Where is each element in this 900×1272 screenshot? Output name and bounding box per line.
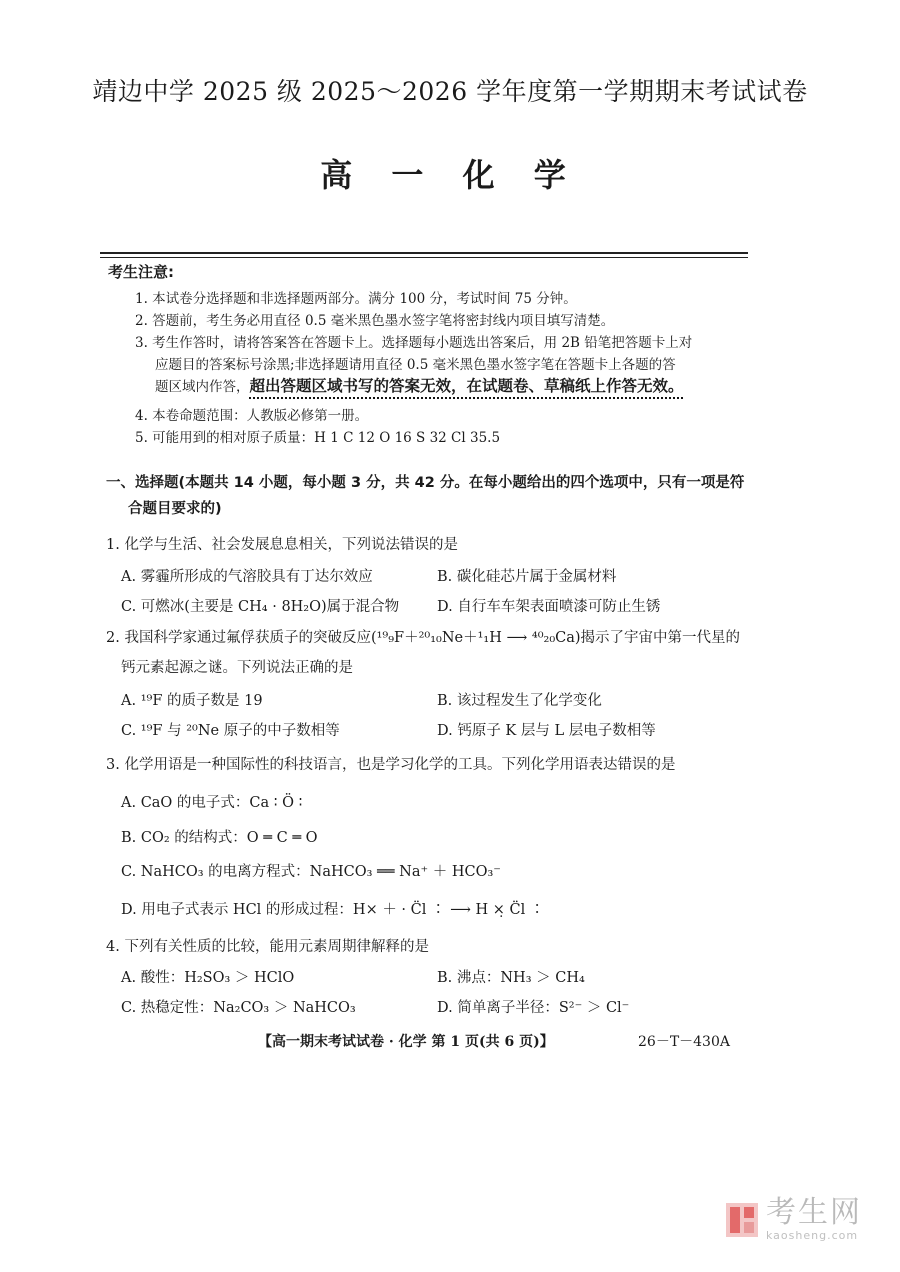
notice-item-3-end-text: 题区域内作答， [155,379,250,395]
question-2-option-c: C. ¹⁹F 与 ²⁰Ne 原子的中子数相等 [121,723,340,739]
watermark-logo-icon [724,1201,760,1239]
question-1-option-c: C. 可燃冰(主要是 CH₄ · 8H₂O)属于混合物 [121,599,400,615]
question-3-option-c: C. NaHCO₃ 的电离方程式：NaHCO₃ ══ Na⁺ ＋ HCO₃⁻ [121,864,501,880]
header-divider-thin [100,257,748,258]
question-3-option-b: B. CO₂ 的结构式：O ═ C ═ O [121,830,318,846]
question-1-option-a: A. 雾霾所形成的气溶胶具有丁达尔效应 [121,569,373,585]
question-2-stem-cont: 钙元素起源之谜。下列说法正确的是 [121,660,353,676]
question-2-option-b: B. 该过程发生了化学变化 [437,693,602,709]
question-4-option-a: A. 酸性：H₂SO₃ ＞ HClO [121,970,295,986]
notice-item-4: 4. 本卷命题范围：人教版必修第一册。 [135,408,369,424]
question-4-stem: 4. 下列有关性质的比较，能用元素周期律解释的是 [106,939,429,955]
question-3-option-a: A. CaO 的电子式：Ca ∶ Ö ∶ [121,795,303,811]
notice-item-1: 1. 本试卷分选择题和非选择题两部分。满分 100 分，考试时间 75 分钟。 [135,291,577,307]
question-4-option-b: B. 沸点：NH₃ ＞ CH₄ [437,970,585,986]
exam-title: 靖边中学 2025 级 2025～2026 学年度第一学期期末考试试卷 [92,77,808,106]
watermark-text: 考生网 [766,1195,862,1230]
question-3-option-d: D. 用电子式表示 HCl 的形成过程：H× ＋ · C̈l ∶ ⟶ H ×̣ C̈l ∶ [121,902,545,918]
subject-title: 高 一 化 学 [320,156,580,194]
page-footer: 【高一期末考试试卷 · 化学 第 1 页(共 6 页)】 [258,1034,554,1050]
notice-item-3: 3. 考生作答时，请将答案答在答题卡上。选择题每小题选出答案后，用 2B 铅笔把答题卡上对 [135,335,693,351]
question-1-stem: 1. 化学与生活、社会发展息息相关，下列说法错误的是 [106,537,458,553]
header-divider [100,252,748,254]
question-2-option-d: D. 钙原子 K 层与 L 层电子数相等 [437,723,656,739]
notice-emphasis: 超出答题区域书写的答案无效，在试题卷、草稿纸上作答无效。 [249,377,684,395]
question-1-option-d: D. 自行车车架表面喷漆可防止生锈 [437,599,661,615]
question-2-option-a: A. ¹⁹F 的质子数是 19 [121,693,263,709]
section-heading-cont: 合题目要求的) [128,501,222,517]
watermark [724,1197,862,1242]
question-3-stem: 3. 化学用语是一种国际性的科技语言，也是学习化学的工具。下列化学用语表达错误的是 [106,757,676,773]
paper-code: 26－T－430A [638,1034,730,1050]
notice-item-3-end [155,374,684,396]
section-heading: 一、选择题(本题共 14 小题，每小题 3 分，共 42 分。在每小题给出的四个选项中，只有一项是符 [106,475,745,491]
watermark-url: kaosheng.com [766,1229,859,1242]
notice-item-3-cont: 应题目的答案标号涂黑;非选择题请用直径 0.5 毫米黑色墨水签字笔在答题卡上各题的答 [155,357,676,373]
notice-item-5: 5. 可能用到的相对原子质量：H 1 C 12 O 16 S 32 Cl 35.5 [135,430,501,446]
question-1-option-b: B. 碳化硅芯片属于金属材料 [437,569,617,585]
question-4-option-d: D. 简单离子半径：S²⁻ ＞ Cl⁻ [437,1000,630,1016]
question-4-option-c: C. 热稳定性：Na₂CO₃ ＞ NaHCO₃ [121,1000,356,1016]
notice-item-2: 2. 答题前，考生务必用直径 0.5 毫米黑色墨水签字笔将密封线内项目填写清楚。 [135,313,615,329]
notice-heading: 考生注意: [108,263,174,281]
question-2-stem: 2. 我国科学家通过氟俘获质子的突破反应(¹⁹₉F＋²⁰₁₀Ne＋¹₁H ⟶ ⁴⁰₂₀Ca)揭示了宇宙中第一代星的 [106,630,741,646]
